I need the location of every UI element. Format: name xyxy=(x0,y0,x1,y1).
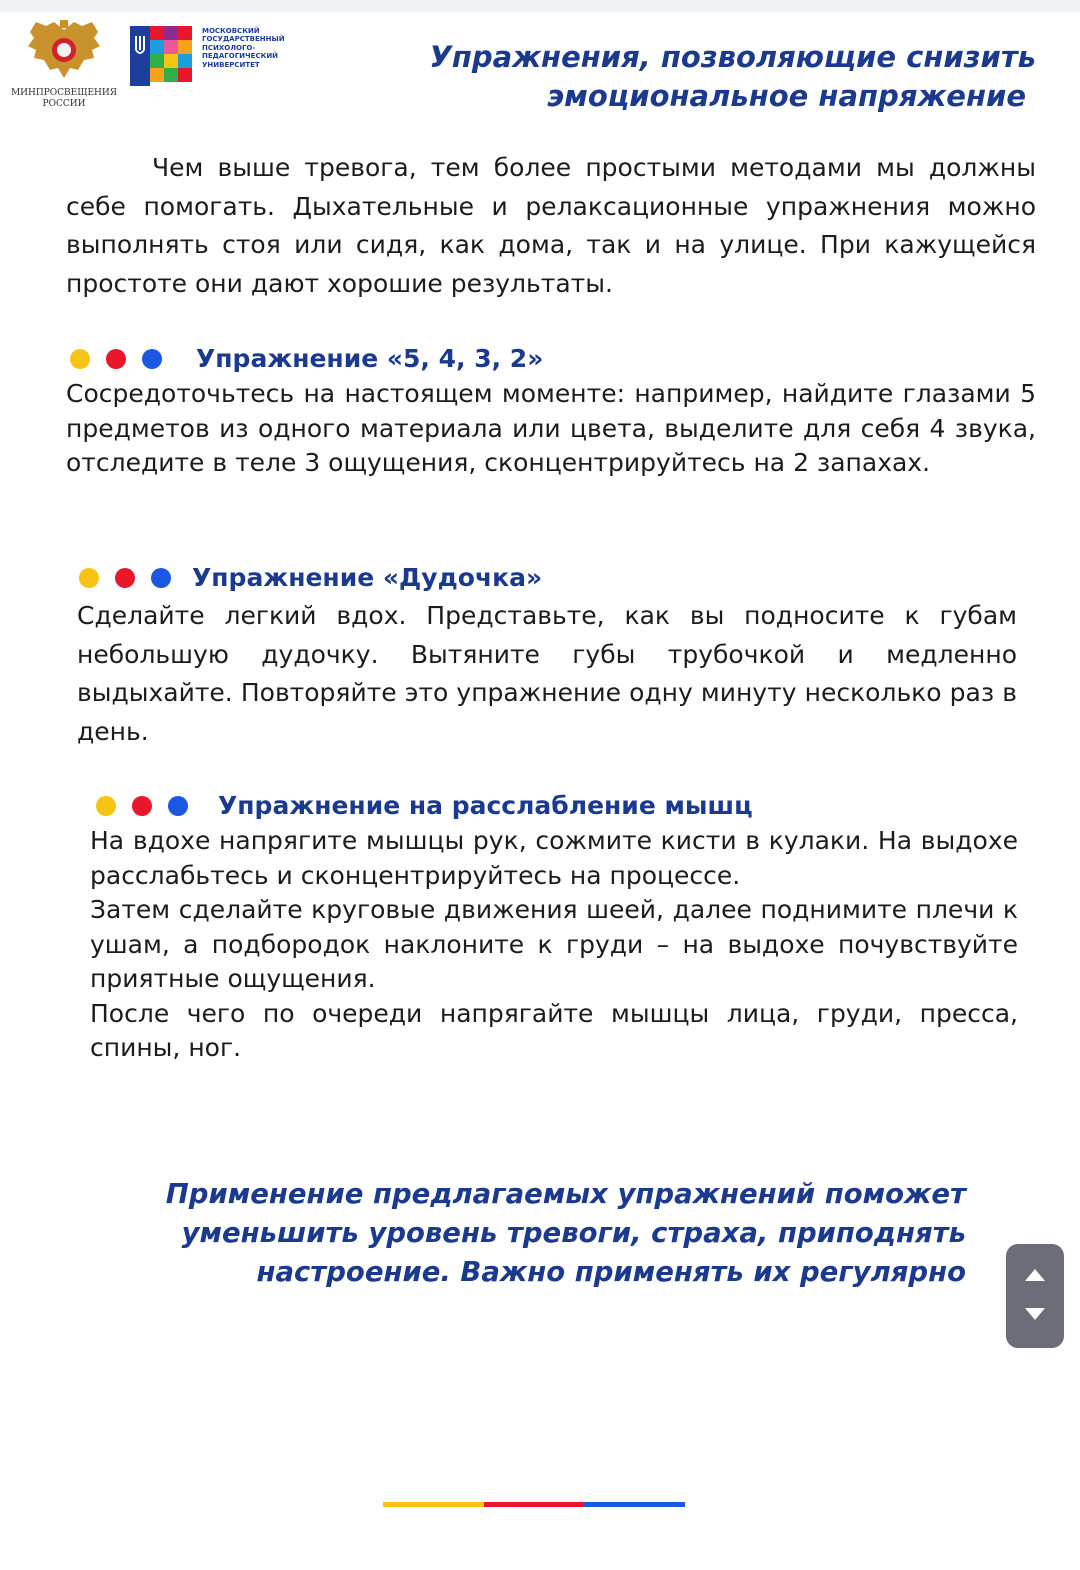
stripe-yellow xyxy=(383,1502,484,1507)
exercise-title: Упражнение «Дудочка» xyxy=(192,563,543,592)
red-dot-icon xyxy=(106,349,126,369)
yellow-dot-icon xyxy=(79,568,99,588)
double-headed-eagle-icon xyxy=(24,16,104,86)
conclusion-line: Применение предлагаемых упражнений поможет xyxy=(165,1178,966,1210)
yellow-dot-icon xyxy=(70,349,90,369)
ministry-logo xyxy=(8,16,120,116)
exercise-heading xyxy=(77,560,1017,596)
stripe-blue xyxy=(584,1502,685,1507)
exercise-paragraph: Затем сделайте круговые движения шеей, далее поднимите плечи к ушам, а подбородок наклоните к груди – на выдохе почувствуйте приятные ощущения. xyxy=(90,895,1018,993)
conclusion-text xyxy=(130,1175,966,1292)
page-title-line: эмоциональное напряжение xyxy=(546,79,1026,113)
exercise-body xyxy=(77,597,1017,751)
triangle-down-icon xyxy=(1025,1308,1045,1320)
ministry-caption-line: РОССИИ xyxy=(42,99,86,109)
exercise-title: Упражнение на расслабление мышц xyxy=(218,791,753,820)
university-logo xyxy=(130,26,300,98)
scroll-down-button[interactable] xyxy=(1006,1294,1064,1340)
exercise-paragraph: Сделайте легкий вдох. Представьте, как вы подносите к губам небольшую дудочку. Вытяните губы трубочкой и медленно выдыхайте. Повторяйте это упражнение одну минуту несколько раз в день. xyxy=(77,601,1017,746)
yellow-dot-icon xyxy=(96,796,116,816)
tricolor-stripe xyxy=(383,1502,685,1507)
exercise-title: Упражнение «5, 4, 3, 2» xyxy=(196,344,544,373)
university-name-line: МОСКОВСКИЙ xyxy=(202,27,260,35)
intro-paragraph: Чем выше тревога, тем более простыми методами мы должны себе помогать. Дыхательные и релаксационные упражнения можно выполнять стоя или сидя, как дома, так и на улице. При кажущейся простоте они дают хорошие результаты. xyxy=(66,153,1036,298)
conclusion-line: настроение. Важно применять их регулярно xyxy=(256,1256,966,1288)
exercise-body xyxy=(66,377,1036,481)
conclusion-line: уменьшить уровень тревоги, страха, приподнять xyxy=(181,1217,966,1249)
university-name-line: ПЕДАГОГИЧЕСКИЙ xyxy=(202,52,279,61)
university-name-line: ГОСУДАРСТВЕННЫЙ xyxy=(202,35,285,44)
university-name-line: ПСИХОЛОГО- xyxy=(202,43,256,52)
exercise-paragraph: Сосредоточьтесь на настоящем моменте: например, найдите глазами 5 предметов из одного материала или цвета, выделите для себя 4 звука, отследите в теле 3 ощущения, сконцентрируйтесь на 2 запахах. xyxy=(66,379,1036,477)
red-dot-icon xyxy=(132,796,152,816)
ministry-caption-line: МИНПРОСВЕЩЕНИЯ xyxy=(10,88,118,98)
scroll-control xyxy=(1006,1244,1064,1348)
blue-dot-icon xyxy=(151,568,171,588)
exercise-section xyxy=(90,788,1018,1066)
scroll-up-button[interactable] xyxy=(1006,1252,1064,1298)
exercise-paragraph: На вдохе напрягите мышцы рук, сожмите кисти в кулаки. На выдохе расслабьтесь и сконцентрируйтесь на процессе. xyxy=(90,826,1018,890)
triangle-up-icon xyxy=(1025,1269,1045,1281)
blue-dot-icon xyxy=(142,349,162,369)
red-dot-icon xyxy=(115,568,135,588)
stripe-red xyxy=(484,1502,585,1507)
top-bar xyxy=(0,0,1080,12)
exercise-section xyxy=(66,341,1036,481)
exercise-paragraph: После чего по очереди напрягайте мышцы лица, груди, пресса, спины, ног. xyxy=(90,998,1018,1062)
exercise-body xyxy=(90,824,1018,1066)
exercise-heading xyxy=(90,788,1018,824)
page-title-line: Упражнения, позволяющие снизить xyxy=(429,40,1036,74)
university-mark-icon xyxy=(130,26,194,98)
blue-dot-icon xyxy=(168,796,188,816)
exercise-heading xyxy=(66,341,1036,377)
university-name-line: УНИВЕРСИТЕТ xyxy=(202,60,260,69)
exercise-section xyxy=(77,560,1017,751)
page-title xyxy=(396,38,1036,116)
